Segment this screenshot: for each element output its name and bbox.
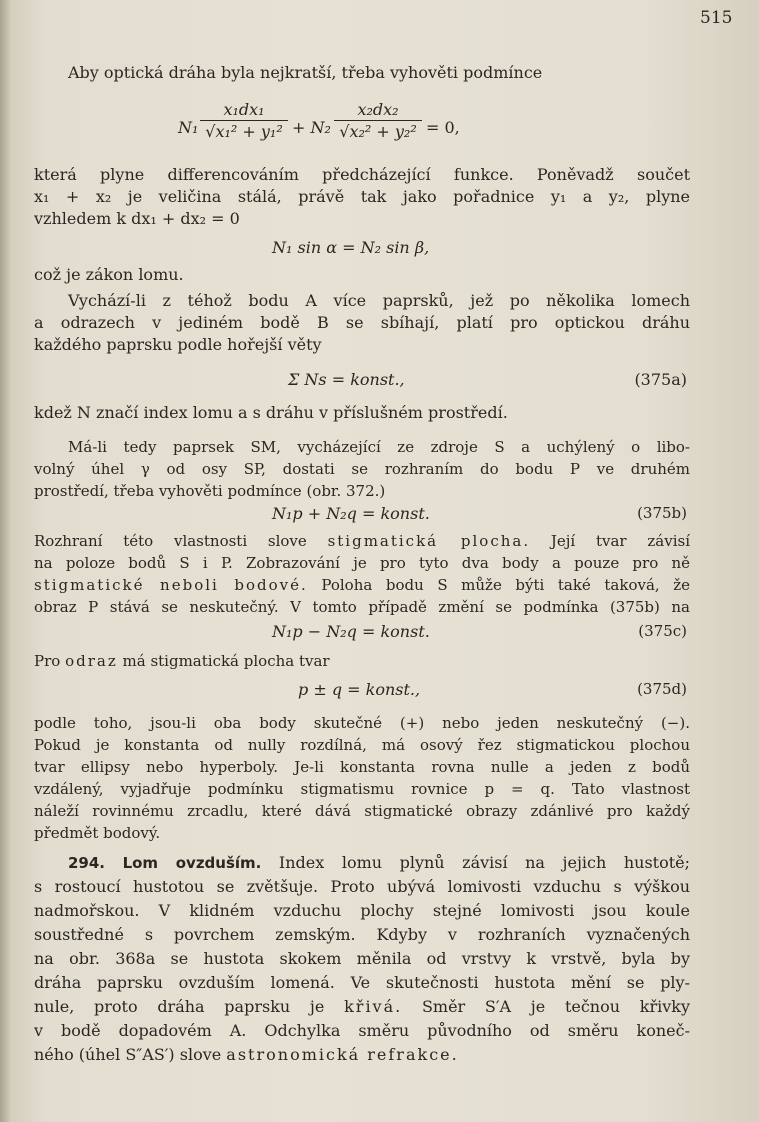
section-294-line-2: s rostoucí hustotou se zvětšuje. Proto ubývá lomivosti vzduchu s výškou [34,877,690,896]
formula1-n1: N₁ [178,118,199,137]
section-294-line-1-text: Index lomu plynů závisí na jejich hustotě; [278,853,691,872]
formula1-fraction-2 [334,100,422,141]
formula-375d: p ± q = konst., [298,680,421,699]
formula-snell-law: N₁ sin α = N₂ sin β, [272,238,430,257]
equation-label-375c: (375c) [638,622,687,640]
formula-optical-path-condition [178,100,478,164]
equation-label-375b: (375b) [637,504,687,522]
paragraph-5-line: kdež N značí index lomu a s dráhu v příslušném prostředí. [34,403,508,422]
paragraph-6-line-1: Má-li tedy paprsek SM, vycházející ze zdroje S a uchýlený o libo- [68,438,690,456]
paragraph-6-line-3: prostředí, třeba vyhověti podmínce (obr. 372.) [34,482,386,500]
paragraph-4-line-2: a odrazech v jediném bodě B se sbíhají, platí pro optickou dráhu [34,313,690,332]
section-294-line-8: v bodě dopadovém A. Odchylka směru původního od směru koneč- [34,1021,690,1040]
formula1-plus-n2: + N₂ [292,118,331,137]
paragraph-3-line: což je zákon lomu. [34,265,184,284]
paragraph-9-line-5: náleží rovinnému zrcadlu, které dává stigmatické obrazy zdánlivé pro každý [34,802,690,820]
paragraph-7-line-1 [34,530,690,552]
formula-375c: N₁p − N₂q = konst. [272,622,430,641]
fraction-1-bar [200,120,288,121]
formula1-fraction-1 [200,100,288,141]
paragraph-9-line-6: předmět bodový. [34,824,161,842]
section-294-line-5: na obr. 368a se hustota skokem měnila od vrstvy k vrstvě, byla by [34,949,690,968]
paragraph-9-line-2: Pokud je konstanta od nully rozdílná, má osový řez stigmatickou plochou [34,736,690,754]
fraction-2-numerator: x₂dx₂ [357,100,399,119]
paragraph-6-line-2: volný úhel γ od osy SP, dostati se rozhraním do bodu P ve druhém [34,460,690,478]
formula-375a: Σ Ns = konst., [288,370,405,389]
paragraph-4-line-1: Vychází-li z téhož bodu A více paprsků, jež po několika lomech [68,291,690,310]
paragraph-7-line-2: na poloze bodů S i P. Zobrazování je pro tyto dva body a pouze pro ně [34,554,690,572]
paragraph-7-line-1-start: Rozhraní této vlastnosti slove [34,532,307,550]
section-294-line-1 [68,852,690,874]
fraction-2-bar [334,120,422,121]
paragraph-2-line-2: x₁ + x₂ je veličina stálá, právě tak jako pořadnice y₁ a y₂, plyne [34,187,690,206]
book-spine-shadow [0,0,10,1122]
paragraph-7-line-3-end: Poloha bodu S může býti také taková, že [321,576,691,594]
section-294-line-7-end: Směr S′A je tečnou křivky [421,997,691,1016]
formula-375b: N₁p + N₂q = konst. [272,504,430,523]
fraction-1-denominator: √x₁² + y₁² [205,122,283,141]
section-294-line-7 [34,996,690,1018]
paragraph-4-line-3: každého paprsku podle hořejší věty [34,335,322,354]
term-curved: křivá. [344,997,403,1016]
paragraph-7-line-1-end: Její tvar závisí [550,532,690,550]
paragraph-1-line: Aby optická dráha byla nejkratší, třeba vyhověti podmínce [68,63,543,82]
paragraph-9-line-1: podle toho, jsou-li oba body skutečné (+) nebo jeden neskutečný (−). [34,714,690,732]
section-294-line-4: soustředné s povrchem zemským. Kdyby v rozhraních vyznačených [34,925,690,944]
equation-label-375d: (375d) [637,680,687,698]
section-number: 294. [68,854,106,872]
paragraph-7-line-3 [34,574,690,596]
paragraph-8-end: má stigmatická plocha tvar [122,652,330,670]
section-294-line-9 [34,1044,690,1066]
section-294-line-9-start: ného (úhel S″AS′) slove [34,1045,222,1064]
term-stigmatic-point: stigmatické neboli bodové. [34,576,308,594]
paragraph-9-line-4: vzdálený, vyjadřuje podmínku stigmatismu rovnice p = q. Tato vlastnost [34,780,690,798]
fraction-2-denominator: √x₂² + y₂² [339,122,417,141]
section-294-line-7-start: nule, proto dráha paprsku je [34,997,325,1016]
section-title: Lom ovzduším. [122,854,262,872]
section-294-line-3: nadmořskou. V klidném vzduchu plochy stejné lomivosti jsou koule [34,901,690,920]
section-294-line-6: dráha paprsku ovzduším lomená. Ve skutečnosti hustota mění se ply- [34,973,690,992]
term-astronomical-refraction: astronomická refrakce. [226,1045,459,1064]
paragraph-7-line-4: obraz P stává se neskutečný. V tomto případě změní se podmínka (375b) na [34,598,690,616]
paragraph-8-line [34,650,690,672]
paragraph-8-start: Pro [34,652,61,670]
paragraph-9-line-3: tvar ellipsy nebo hyperboly. Je-li konstanta rovna nulle a jeden z bodů [34,758,690,776]
term-reflection: odraz [65,652,118,670]
equation-label-375a: (375a) [634,370,687,389]
page-number: 515 [700,8,733,28]
paragraph-2-line-1: která plyne differencováním předcházející funkce. Poněvadž součet [34,165,690,184]
formula1-equals-zero: = 0, [426,118,460,137]
fraction-1-numerator: x₁dx₁ [223,100,265,119]
term-stigmatic-surface: stigmatická plocha. [327,532,531,550]
paragraph-2-line-3: vzhledem k dx₁ + dx₂ = 0 [34,209,240,228]
